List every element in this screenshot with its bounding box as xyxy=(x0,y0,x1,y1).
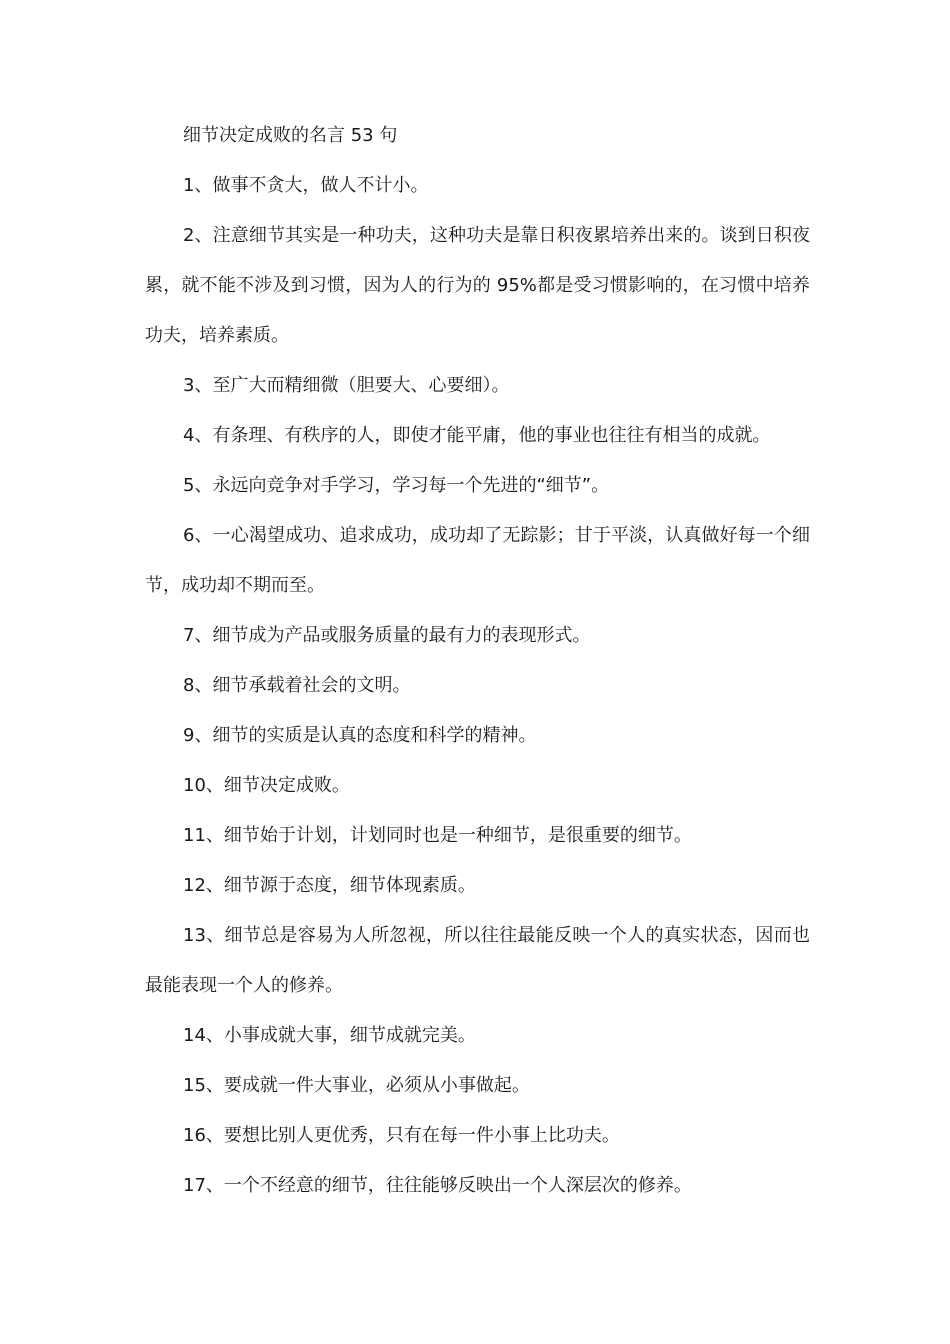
quote-item: 6、一心渴望成功、追求成功，成功却了无踪影；甘于平淡，认真做好每一个细节，成功却不期而至。 xyxy=(145,525,810,596)
quote-item: 4、有条理、有秩序的人，即使才能平庸，他的事业也往往有相当的成就。 xyxy=(183,425,771,446)
quote-item: 3、至广大而精细微（胆要大、心要细）。 xyxy=(183,375,510,396)
document-title: 细节决定成败的名言 53 句 xyxy=(183,125,398,146)
quote-item: 14、小事成就大事，细节成就完美。 xyxy=(183,1025,476,1046)
quote-item: 12、细节源于态度，细节体现素质。 xyxy=(183,875,476,896)
quote-item: 8、细节承载着社会的文明。 xyxy=(183,675,411,696)
quote-item: 2、注意细节其实是一种功夫，这种功夫是靠日积夜累培养出来的。谈到日积夜累，就不能不涉及到习惯，因为人的行为的 95%都是受习惯影响的，在习惯中培养功夫，培养素质。 xyxy=(145,225,810,346)
quote-item: 7、细节成为产品或服务质量的最有力的表现形式。 xyxy=(183,625,591,646)
quote-item: 13、细节总是容易为人所忽视，所以往往最能反映一个人的真实状态，因而也最能表现一个人的修养。 xyxy=(145,925,810,996)
quote-item: 5、永远向竞争对手学习，学习每一个先进的“细节”。 xyxy=(183,475,610,496)
quote-item: 11、细节始于计划，计划同时也是一种细节，是很重要的细节。 xyxy=(183,825,692,846)
quote-item: 9、细节的实质是认真的态度和科学的精神。 xyxy=(183,725,537,746)
quote-item: 10、细节决定成败。 xyxy=(183,775,350,796)
quote-item: 16、要想比别人更优秀，只有在每一件小事上比功夫。 xyxy=(183,1125,620,1146)
quote-item: 1、做事不贪大，做人不计小。 xyxy=(183,175,429,196)
quote-item: 15、要成就一件大事业，必须从小事做起。 xyxy=(183,1075,530,1096)
document-body xyxy=(145,111,810,1211)
quote-item: 17、一个不经意的细节，往往能够反映出一个人深层次的修养。 xyxy=(183,1175,692,1196)
